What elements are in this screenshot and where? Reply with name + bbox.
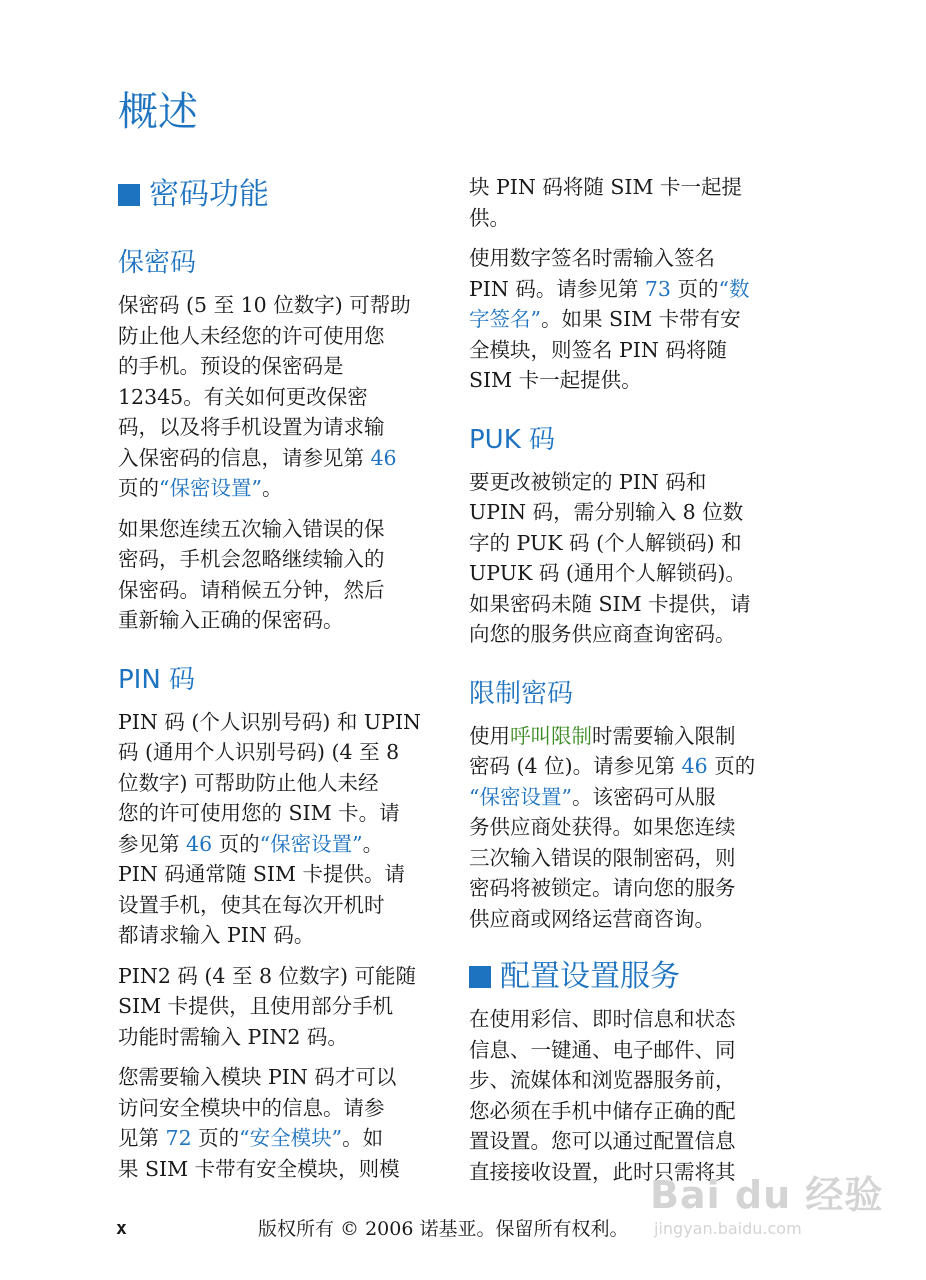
subheading-puk-code: PUK 码 [469, 424, 556, 455]
baidu-watermark [650, 1164, 890, 1246]
paragraph-security-code: 保密码 (5 至 10 位数字) 可帮助 防止他人未经您的许可使用您 的手机。预设的保密码是 12345。有关如何更改保密 码，以及将手机设置为请求输 入保密码的信息，请参见第 46 页的“保密设置”。 [118, 293, 411, 500]
link-digital-signature[interactable]: “数 [718, 276, 750, 301]
link-digital-signature-cont[interactable]: 字签名” [469, 307, 541, 331]
subheading-pin-code: PIN 码 [118, 664, 196, 695]
paragraph-security-code-lockout: 如果您连续五次输入错误的保 密码，手机会忽略继续输入的 保密码。请稍候五分钟，然后 重新输入正确的保密码。 [118, 516, 385, 632]
paragraph-barring-password: 使用呼叫限制时需要输入限制 密码 (4 位)。请参见第 46 页的 “保密设置”。该密码可从服 务供应商处获得。如果您连续 三次输入错误的限制密码，则 密码将被锁定。请向您的服务 供应商或网络运营商咨询。 [469, 723, 756, 931]
watermark-logo: Bai du 经验 [650, 1173, 884, 1217]
link-security-module[interactable]: “安全模块” [239, 1126, 343, 1150]
paragraph-config-service: 在使用彩信、即时信息和状态 信息、一键通、电子邮件、同 步、流媒体和浏览器服务前， 您必须在手机中储存正确的配 置设置。您可以通过配置信息 直接接收设置，此时只需将其 [469, 1007, 736, 1184]
section-heading-password-features [118, 172, 450, 218]
section-square-icon [118, 184, 140, 206]
section-square-icon [469, 966, 491, 988]
subheading-barring-password: 限制密码 [469, 678, 574, 709]
page-link-46[interactable]: 46 [186, 831, 213, 856]
page-link-46[interactable]: 46 [370, 445, 397, 470]
watermark-url: jingyan.baidu.com [654, 1219, 802, 1238]
link-security-settings[interactable]: “保密设置” [259, 831, 363, 856]
left-column [118, 172, 450, 1184]
paragraph-pin2-code: PIN2 码 (4 至 8 位数字) 可能随 SIM 卡提供，且使用部分手机 功能时需输入 PIN2 码。 [118, 963, 417, 1049]
page-link-72[interactable]: 72 [165, 1126, 192, 1150]
link-security-settings[interactable]: “保密设置” [159, 476, 262, 500]
paragraph-module-pin-continued: 块 PIN 码将随 SIM 卡一起提 供。 [469, 175, 743, 230]
section-heading-config-service [469, 954, 801, 1000]
section-heading-text: 配置设置服务 [500, 959, 680, 994]
page-title: 概述 [118, 89, 198, 135]
paragraph-puk-code: 要更改被锁定的 PIN 码和 UPIN 码，需分别输入 8 位数 字的 PUK 码 (个人解锁码) 和 UPUK 码 (通用个人解锁码)。 如果密码未随 SIM 卡提供，请 向您的服务供应商查询密码。 [469, 469, 751, 646]
right-column [469, 172, 801, 1187]
copyright-text: 版权所有 © 2006 诺基亚。保留所有权利。 [258, 1218, 629, 1240]
page-number: x [116, 1218, 127, 1239]
section-heading-text: 密码功能 [149, 177, 269, 212]
page-link-73[interactable]: 73 [644, 276, 671, 301]
link-security-settings[interactable]: “保密设置” [469, 784, 572, 809]
subheading-security-code: 保密码 [118, 248, 197, 278]
paragraph-pin-code: PIN 码 (个人识别号码) 和 UPIN 码 (通用个人识别号码) (4 至 8 位数字) 可帮助防止他人未经 您的许可使用您的 SIM 卡。请 参见第 46 页的“保密设置”。 PIN 码通常随 SIM 卡提供。请 设置手机，使其在每次开机时 都请求输入 PIN 码。 [118, 709, 421, 947]
paragraph-module-pin: 您需要输入模块 PIN 码才可以 访问安全模块中的信息。请参 见第 72 页的“安全模块”。如 果 SIM 卡带有安全模块，则模 [118, 1065, 400, 1181]
page-link-46[interactable]: 46 [681, 754, 708, 778]
paragraph-signing-pin: 使用数字签名时需输入签名 PIN 码。请参见第 73 页的“数 字签名”。如果 SIM 卡带有安 全模块，则签名 PIN 码将随 SIM 卡一起提供。 [469, 246, 750, 392]
link-call-barring[interactable]: 呼叫限制 [510, 723, 592, 748]
